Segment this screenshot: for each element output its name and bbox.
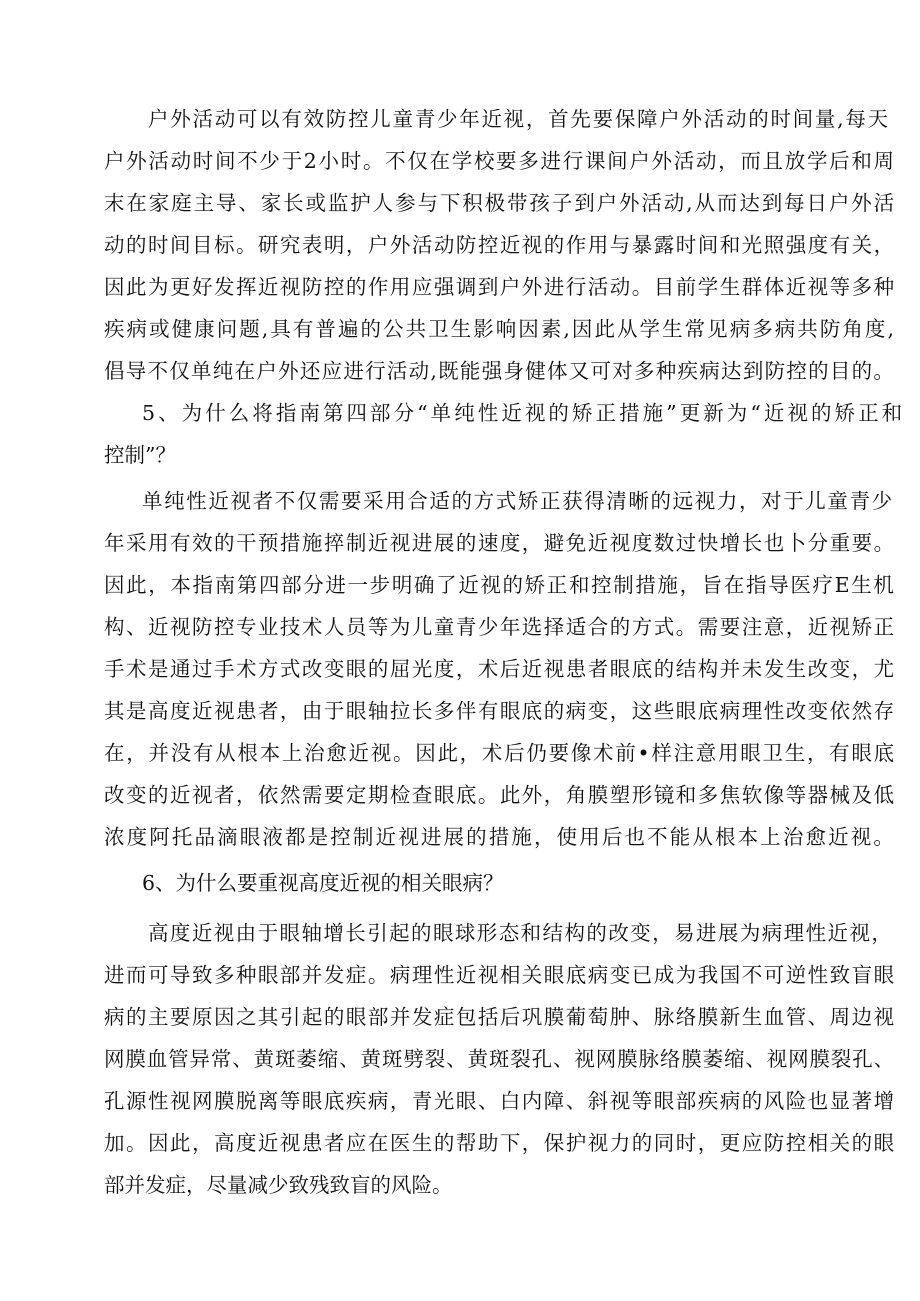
text-line: 疾病或健康问题,具有普遍的公共卫生影响因素,因此从学生常见病多病共防角度, [104,317,897,341]
text-line: 改变的近视者，依然需要定期检查眼底。此外，角膜塑形镜和多焦软像等器械及低 [104,783,896,807]
text-line: 高度近视由于眼轴增长引起的眼球形态和结构的改变，易进展为病理性近视， [148,921,894,945]
text-line: 病的主要原因之其引起的眼部并发症包括后巩膜葡萄肿、脉络膜新生血管、周边视 [104,1005,896,1029]
text-line: 动的时间目标。研究表明，户外活动防控近视的作用与暴露时间和光照强度有关， [104,233,896,257]
text-line: 手术是通过手术方式改变眼的屈光度，术后近视患者眼底的结构并未发生改变，尤 [104,657,896,681]
text-line: 因此，本指南第四部分进一步明确了近视的矫正和控制措施，旨在指导医疗E生机 [104,573,896,597]
text-line: 网膜血管异常、黄斑萎缩、黄斑劈裂、黄斑裂孔、视网膜脉络膜萎缩、视网膜裂孔、 [104,1047,896,1071]
text-line: 构、近视防控专业技术人员等为儿童青少年选择适合的方式。需要注意，近视矫正 [104,615,896,639]
text-line: 孔源性视网膜脱离等眼底疾病，青光眼、白内障、斜视等眼部疾病的风险也显著增 [104,1089,896,1113]
question-line: 控制”？ [104,443,176,467]
text-line: 因此为更好发挥近视防控的作用应强调到户外进行活动。目前学生群体近视等多种 [104,275,896,299]
question-line: 5、为什么将指南第四部分“单纯性近视的矫正措施”更新为“近视的矫正和 [142,401,906,425]
text-line: 户外活动时间不少于2小时。不仅在学校要多进行课间户外活动，而且放学后和周 [104,149,896,173]
text-line: 倡导不仅单纯在户外还应进行活动,既能强身健体又可对多种疾病达到防控的目的。 [104,359,896,383]
text-line: 部并发症，尽量减少致残致盲的风险。 [104,1173,453,1197]
question-line: 6、为什么要重视高度近视的相关眼病？ [142,871,504,895]
text-line: 加。因此，高度近视患者应在医生的帮助下，保护视力的同时，更应防控相关的眼 [104,1131,896,1155]
text-line: 进而可导致多种眼部并发症。病理性近视相关眼底病变已成为我国不可逆性致盲眼 [104,963,896,987]
text-line: 浓度阿托品滴眼液都是控制近视进展的措施，使用后也不能从根本上治愈近视。 [104,825,897,849]
text-line: 单纯性近视者不仅需要采用合适的方式矫正获得清晰的远视力，对于儿童青少 [142,489,894,513]
text-line: 在，并没有从根本上治愈近视。因此，术后仍要像术前•样注意用眼卫生，有眼底 [104,741,896,765]
text-line: 年采用有效的干预措施捽制近视进展的速度，避免近视度数过快增长也卜分重要。 [104,531,896,555]
text-line: 户外活动可以有效防控儿童青少年近视，首先要保障户外活动的时间量,每天 [148,107,890,131]
text-line: 其是高度近视患者，由于眼轴拉长多伴有眼底的病变，这些眼底病理性改变依然存 [104,699,896,723]
text-line: 末在家庭主导、家长或监护人参与下积极带孩子到户外活动,从而达到每日户外活 [104,191,897,215]
